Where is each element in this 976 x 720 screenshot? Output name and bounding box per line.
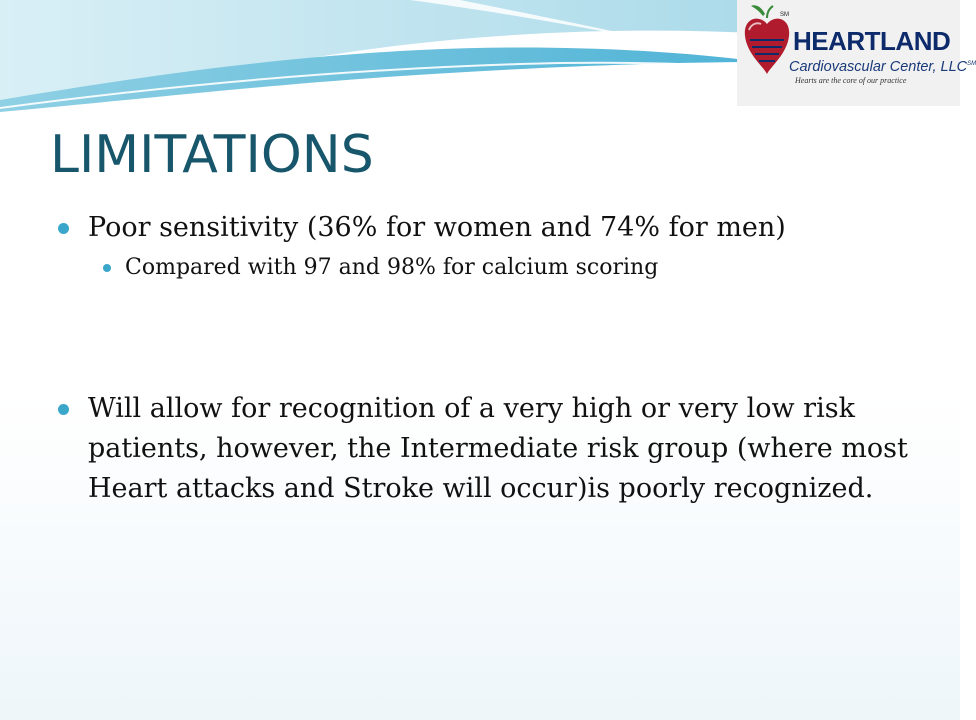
slide-title: LIMITATIONS (50, 125, 374, 185)
bullet-2: Will allow for recognition of a very high or very low risk patients, however, the Intermediate risk group (where most Heart attacks and Stroke will occur)is poorly recognized. (58, 389, 918, 509)
logo-name: HEARTLAND (793, 26, 951, 56)
heartland-logo (737, 0, 976, 106)
logo-tagline: Hearts are the core of our practice (795, 76, 907, 85)
bullet-list (58, 208, 918, 509)
logo-subtitle: Cardiovascular Center, LLC℠ (789, 58, 976, 75)
bullet-1: Poor sensitivity (36% for women and 74% for men) (58, 208, 918, 248)
logo-service-mark: SM (780, 12, 789, 18)
sub-bullet-1-1: Compared with 97 and 98% for calcium scoring (103, 250, 918, 286)
